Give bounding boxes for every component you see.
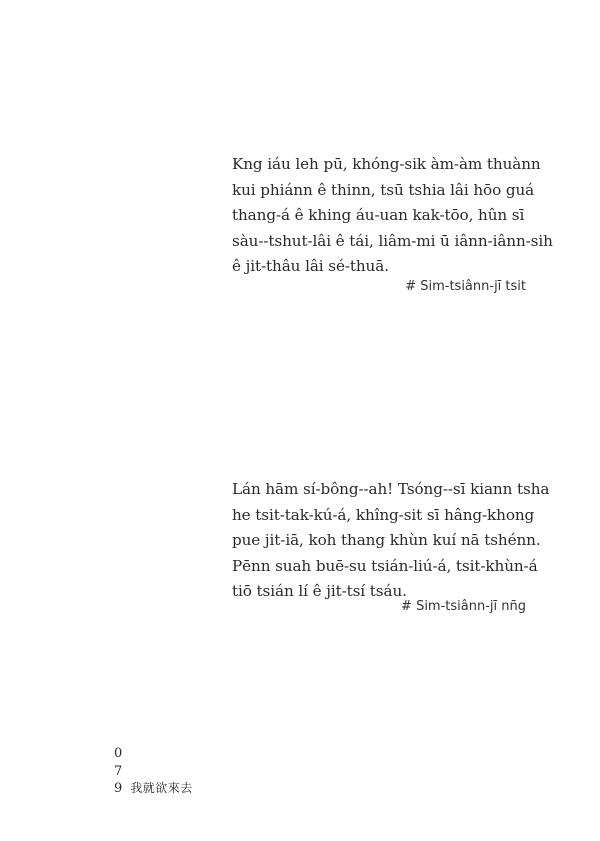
poem-line: kui phiánn ê thinn, tsū tshia lâi hōo guá xyxy=(232,180,535,199)
poem-line: pue jit-iā, koh thang khùn kuí nā tshénn. xyxy=(232,531,541,550)
page-folio xyxy=(114,745,193,798)
poem-1 xyxy=(232,152,553,280)
poem-line: Kng iáu leh pū, khóng-sik àm-àm thuànn xyxy=(232,155,541,173)
poem-line: tiō tsián lí ê jit-tsí tsáu. xyxy=(232,582,407,601)
running-book-title: 我就欲來去 xyxy=(130,781,193,795)
poem-line: sàu--tshut-lâi ê tái, liâm-mi ū iânn-iânn-sih xyxy=(232,231,553,250)
poem-line: Lán hām sí-bông--ah! Tsóng--sī kiann tsha xyxy=(232,480,550,498)
poem-line: he tsit-tak-kú-á, khîng-sit sī hâng-khong xyxy=(232,505,535,524)
poem-line: Pēnn suah buē-su tsián-liú-á, tsit-khùn-á xyxy=(232,556,538,575)
page-number-last-row xyxy=(114,780,193,798)
poem-line: ê jit-thâu lâi sé-thuā. xyxy=(232,257,389,276)
poem-line: thang-á ê khing áu-uan kak-tōo, hûn sī xyxy=(232,206,525,225)
page-number-digit: 7 xyxy=(114,763,123,779)
poem-2 xyxy=(232,477,550,605)
page-number-digit: 0 xyxy=(114,746,123,761)
poem-2-hashtag: # Sim-tsiânn-jī nn̄g xyxy=(401,599,526,614)
poem-1-hashtag: # Sim-tsiânn-jī tsit xyxy=(405,279,526,294)
page-number-digit: 9 xyxy=(114,781,123,796)
